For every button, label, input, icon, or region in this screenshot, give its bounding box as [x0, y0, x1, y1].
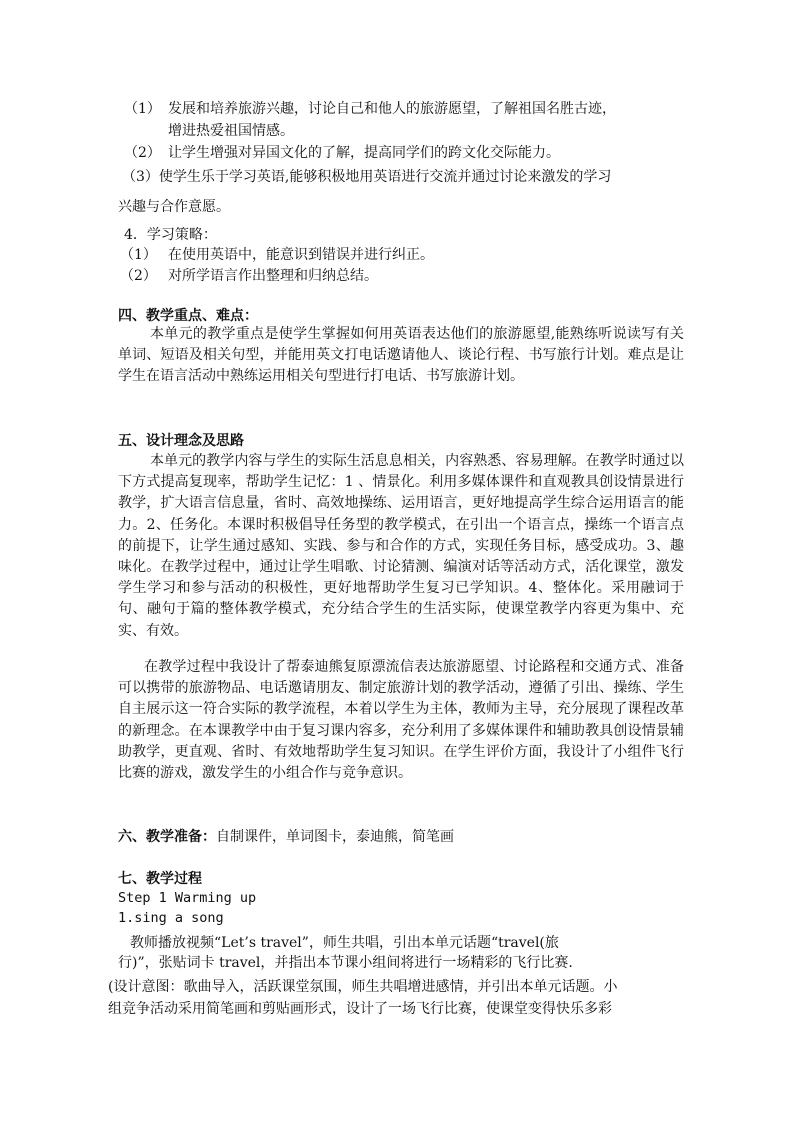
- goal-1-line-1: 发展和培养旅游兴趣，讨论自己和他人的旅游愿望，了解祖国名胜古迹，: [168, 101, 616, 117]
- section-4-body: 本单元的教学重点是使学生掌握如何用英语表达他们的旅游愿望,能熟练听说读写有关单词、短语及相关句型，并能用英文打电话邀请他人、谈论行程、书写旅行计划。难点是让学生在语言活动中熟练运用相关句型进行打电话、书写旅游计划。: [118, 326, 684, 385]
- goal-3-line-2: 兴趣与合作意愿。: [118, 199, 230, 215]
- section-5-body-1: 本单元的教学内容与学生的实际生活息息相关，内容熟悉、容易理解。在教学时通过以下方式提高复现率，帮助学生记忆：1 、情景化。利用多媒体课件和直观教具创设情景进行教学，扩大语言信息量，省时、高效地操练、运用语言，更好地提高学生综合运用语言的能力。2、任务化。本课时积极倡导任务型的教学模式，在引出一个语言点，操练一个语言点的前提下，让学生通过感知、实践、参与和合作的方式，实现任务目标，感受成功。3、趣味化。在教学过程中，通过让学生唱歌、讨论猜测、编演对话等活动方式，活化课堂，激发学生学习和参与活动的积极性，更好地帮助学生复习已学知识。4、整体化。采用融词于句、融句于篇的整体教学模式，充分结合学生的生活实际，使课堂教学内容更为集中、充实、有效。: [118, 453, 684, 639]
- section-5-title: 五、设计理念及思路: [118, 433, 244, 449]
- goal-2-text: 让学生增强对异国文化的了解，提高同学们的跨文化交际能力。: [168, 145, 560, 161]
- section-4-title: 四、教学重点、难点：: [118, 308, 258, 324]
- goal-1-line-2: 增进热爱祖国情感。: [168, 123, 294, 139]
- strategy-1-text: 在使用英语中，能意识到错误并进行纠正。: [168, 247, 434, 263]
- step-1-line-2: 行)”，张贴词卡 travel，并指出本节课小组间将进行一场精彩的飞行比赛.: [118, 955, 573, 971]
- strategy-heading: 4．学习策略：: [124, 227, 217, 243]
- section-6-title: 六、教学准备：: [118, 829, 216, 845]
- step-1-line-1: 教师播放视频“Let’s travel”，师生共唱，引出本单元话题“travel(旅: [130, 935, 559, 951]
- section-6-body: 自制课件，单词图卡，泰迪熊，简笔画: [216, 829, 454, 845]
- goal-3-line-1: （3）使学生乐于学习英语,能够积极地用英语进行交流并通过讨论来激发的学习: [122, 169, 612, 185]
- goal-1-number: （1）: [124, 101, 161, 117]
- step-1-line-3: (设计意图：歌曲导入，活跃课堂氛围，师生共唱增进感情，并引出本单元话题。小: [108, 979, 618, 995]
- section-5-body-2: 在教学过程中我设计了帮泰迪熊复原漂流信表达旅游愿望、讨论路程和交通方式、准备可以携带的旅游物品、电话邀请朋友、制定旅游计划的教学活动，遵循了引出、操练、学生自主展示这一符合实际的教学流程，本着以学生为主体，教师为主导，充分展现了课程改革的新理念。在本课教学中由于复习课内容多，充分利用了多媒体课件和辅助教具创设情景辅助教学，更直观、省时、有效地帮助学生复习知识。在学生评价方面，我设计了小组件飞行比赛的游戏，激发学生的小组合作与竞争意识。: [118, 659, 684, 782]
- step-1-heading: Step 1 Warming up: [118, 890, 257, 906]
- section-6: [118, 826, 454, 846]
- strategy-1-number: （1）: [120, 247, 157, 263]
- step-1-sub-1: 1.sing a song: [118, 910, 224, 926]
- strategy-2-number: （2）: [120, 268, 157, 284]
- strategy-2-text: 对所学语言作出整理和归纳总结。: [168, 268, 378, 284]
- section-7-title: 七、教学过程: [118, 871, 202, 887]
- step-1-line-4: 组竞争活动采用简笔画和剪贴画形式，设计了一场飞行比赛，使课堂变得快乐多彩: [108, 1001, 612, 1017]
- goal-2-number: （2）: [124, 145, 161, 161]
